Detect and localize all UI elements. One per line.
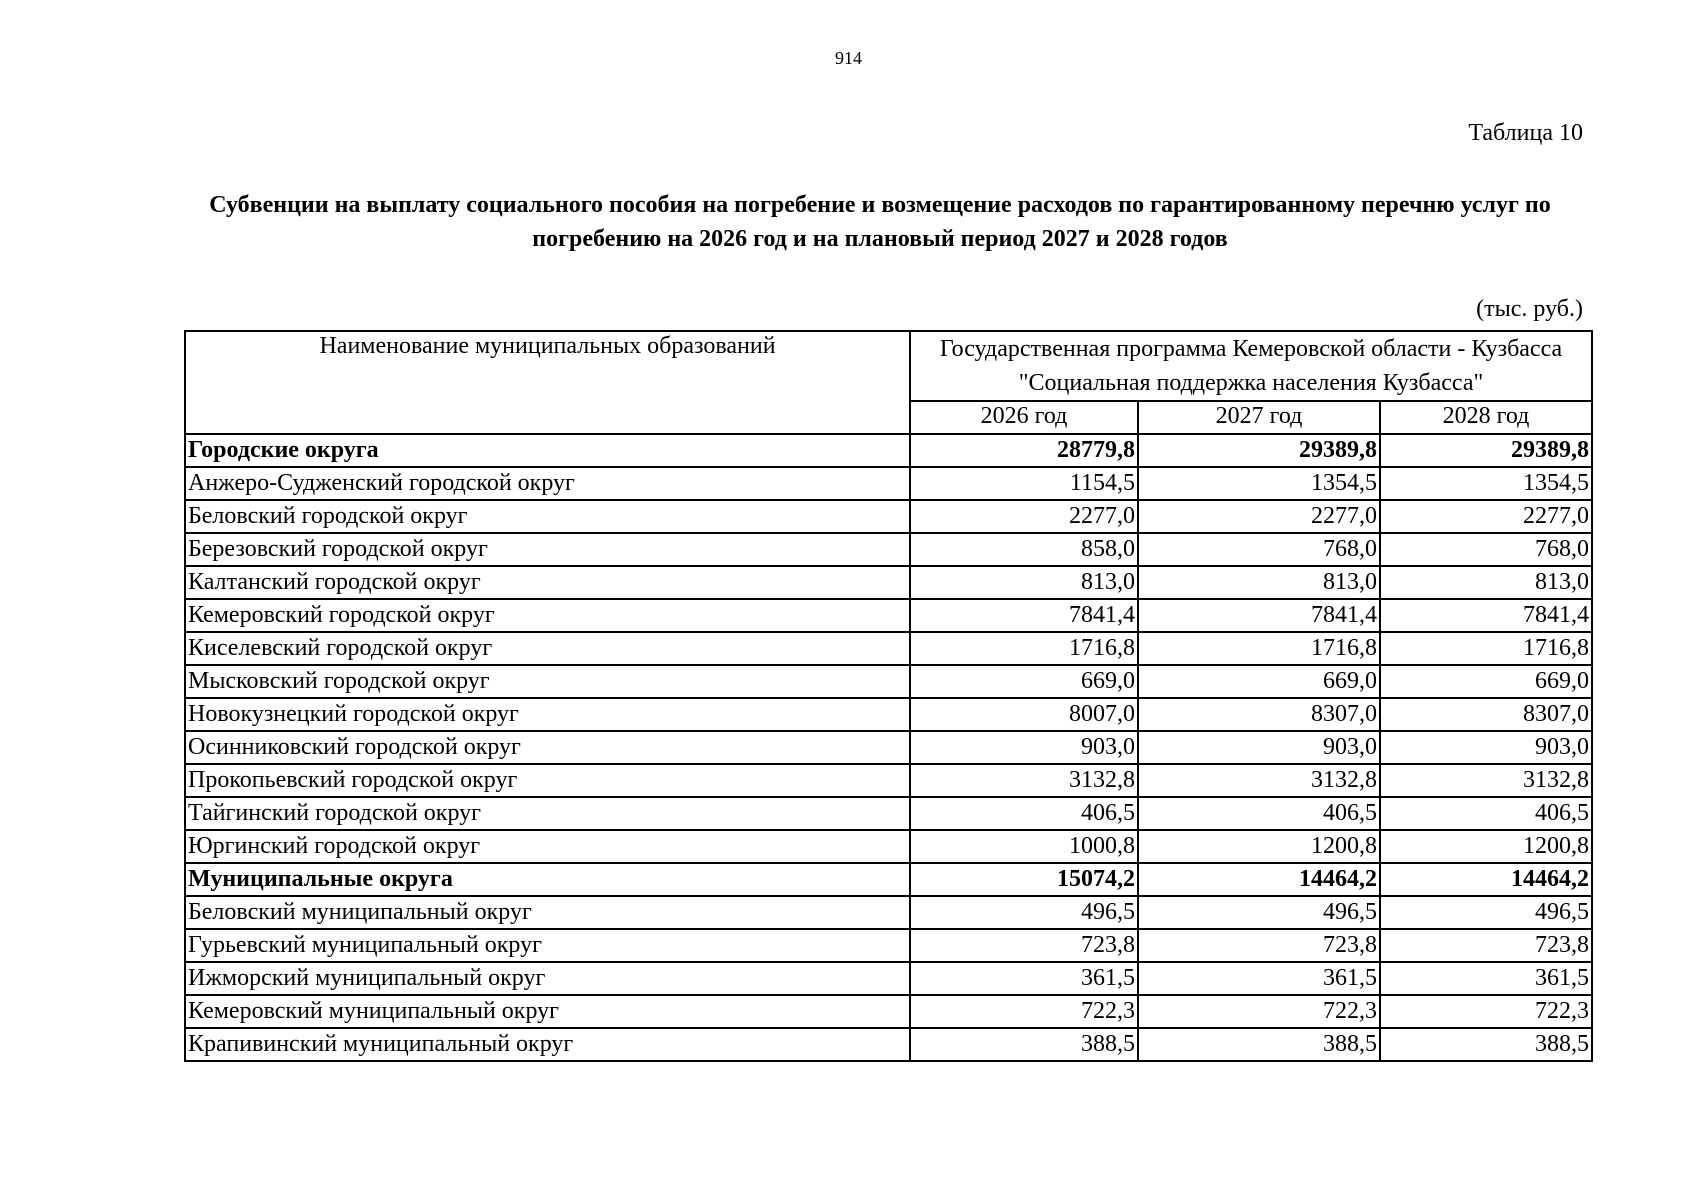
row-value-2028: 361,5 xyxy=(1380,962,1592,995)
row-name-cell: Ижморский муниципальный округ xyxy=(185,962,910,995)
row-name-cell: Юргинский городской округ xyxy=(185,830,910,863)
row-value-2026: 406,5 xyxy=(910,797,1138,830)
table-row xyxy=(185,731,1592,764)
row-value-2027: 813,0 xyxy=(1138,566,1380,599)
row-name-cell: Анжеро-Судженский городской округ xyxy=(185,467,910,500)
table-body xyxy=(185,434,1592,1061)
table-row xyxy=(185,797,1592,830)
row-name-cell: Кемеровский городской округ xyxy=(185,599,910,632)
row-value-2026: 361,5 xyxy=(910,962,1138,995)
row-name-cell: Новокузнецкий городской округ xyxy=(185,698,910,731)
row-value-2028: 8307,0 xyxy=(1380,698,1592,731)
row-name-cell: Киселевский городской округ xyxy=(185,632,910,665)
row-value-2028: 723,8 xyxy=(1380,929,1592,962)
table-label: Таблица 10 xyxy=(1468,120,1583,146)
column-header-2028: 2028 год xyxy=(1380,401,1592,434)
row-value-2028: 813,0 xyxy=(1380,566,1592,599)
row-name-cell: Прокопьевский городской округ xyxy=(185,764,910,797)
table-row xyxy=(185,830,1592,863)
row-value-2027: 406,5 xyxy=(1138,797,1380,830)
row-value-2027: 1354,5 xyxy=(1138,467,1380,500)
table-row xyxy=(185,896,1592,929)
row-value-2026: 388,5 xyxy=(910,1028,1138,1061)
row-name-cell: Гурьевский муниципальный округ xyxy=(185,929,910,962)
table-row xyxy=(185,764,1592,797)
row-value-2027: 7841,4 xyxy=(1138,599,1380,632)
row-value-2027: 2277,0 xyxy=(1138,500,1380,533)
row-value-2028: 388,5 xyxy=(1380,1028,1592,1061)
row-value-2027: 388,5 xyxy=(1138,1028,1380,1061)
table-row xyxy=(185,599,1592,632)
table-group-row xyxy=(185,863,1592,896)
row-value-2026: 28779,8 xyxy=(910,434,1138,467)
document-title: Субвенции на выплату социального пособия на погребение и возмещение расходов по гарантированному перечню услуг по погребению на 2026 год и на плановый период 2027 и 2028 годов xyxy=(209,192,1551,252)
row-value-2026: 7841,4 xyxy=(910,599,1138,632)
row-value-2028: 406,5 xyxy=(1380,797,1592,830)
row-value-2027: 768,0 xyxy=(1138,533,1380,566)
table-row xyxy=(185,665,1592,698)
row-value-2028: 496,5 xyxy=(1380,896,1592,929)
page-number: 914 xyxy=(835,48,862,68)
row-value-2027: 1716,8 xyxy=(1138,632,1380,665)
column-header-2027: 2027 год xyxy=(1138,401,1380,434)
row-value-2026: 1000,8 xyxy=(910,830,1138,863)
row-value-2026: 722,3 xyxy=(910,995,1138,1028)
row-value-2026: 496,5 xyxy=(910,896,1138,929)
subsidies-table xyxy=(184,330,1593,1062)
row-value-2028: 768,0 xyxy=(1380,533,1592,566)
row-value-2028: 1716,8 xyxy=(1380,632,1592,665)
row-value-2026: 8007,0 xyxy=(910,698,1138,731)
row-value-2028: 669,0 xyxy=(1380,665,1592,698)
row-value-2028: 1200,8 xyxy=(1380,830,1592,863)
row-value-2027: 3132,8 xyxy=(1138,764,1380,797)
row-name-cell: Мысковский городской округ xyxy=(185,665,910,698)
row-name-cell: Осинниковский городской округ xyxy=(185,731,910,764)
row-value-2026: 1716,8 xyxy=(910,632,1138,665)
column-header-name: Наименование муниципальных образований xyxy=(185,331,910,434)
row-name-cell: Калтанский городской округ xyxy=(185,566,910,599)
row-value-2028: 14464,2 xyxy=(1380,863,1592,896)
table-row xyxy=(185,1028,1592,1061)
row-value-2028: 29389,8 xyxy=(1380,434,1592,467)
row-value-2026: 903,0 xyxy=(910,731,1138,764)
row-value-2026: 858,0 xyxy=(910,533,1138,566)
row-value-2027: 8307,0 xyxy=(1138,698,1380,731)
units-label: (тыс. руб.) xyxy=(1476,296,1583,322)
row-name-cell: Муниципальные округа xyxy=(185,863,910,896)
row-value-2026: 723,8 xyxy=(910,929,1138,962)
row-value-2027: 723,8 xyxy=(1138,929,1380,962)
table-row xyxy=(185,995,1592,1028)
row-value-2026: 15074,2 xyxy=(910,863,1138,896)
row-value-2028: 2277,0 xyxy=(1380,500,1592,533)
row-value-2027: 1200,8 xyxy=(1138,830,1380,863)
table-row xyxy=(185,500,1592,533)
row-value-2028: 903,0 xyxy=(1380,731,1592,764)
table-row xyxy=(185,467,1592,500)
row-name-cell: Городские округа xyxy=(185,434,910,467)
row-value-2028: 722,3 xyxy=(1380,995,1592,1028)
column-header-program: Государственная программа Кемеровской области - Кузбасса "Социальная поддержка населения Кузбасса" xyxy=(910,331,1592,401)
table-row xyxy=(185,698,1592,731)
row-value-2028: 3132,8 xyxy=(1380,764,1592,797)
row-value-2026: 669,0 xyxy=(910,665,1138,698)
table-group-row xyxy=(185,434,1592,467)
row-value-2028: 1354,5 xyxy=(1380,467,1592,500)
table-row xyxy=(185,962,1592,995)
table-header-row xyxy=(185,331,1592,401)
row-value-2026: 1154,5 xyxy=(910,467,1138,500)
row-name-cell: Беловский муниципальный округ xyxy=(185,896,910,929)
table-row xyxy=(185,929,1592,962)
table-row xyxy=(185,566,1592,599)
row-value-2027: 722,3 xyxy=(1138,995,1380,1028)
row-name-cell: Тайгинский городской округ xyxy=(185,797,910,830)
row-value-2027: 29389,8 xyxy=(1138,434,1380,467)
row-value-2027: 14464,2 xyxy=(1138,863,1380,896)
row-value-2027: 669,0 xyxy=(1138,665,1380,698)
row-value-2027: 361,5 xyxy=(1138,962,1380,995)
table-row xyxy=(185,533,1592,566)
row-value-2028: 7841,4 xyxy=(1380,599,1592,632)
row-value-2026: 813,0 xyxy=(910,566,1138,599)
row-name-cell: Кемеровский муниципальный округ xyxy=(185,995,910,1028)
row-name-cell: Березовский городской округ xyxy=(185,533,910,566)
row-name-cell: Беловский городской округ xyxy=(185,500,910,533)
row-name-cell: Крапивинский муниципальный округ xyxy=(185,1028,910,1061)
row-value-2026: 2277,0 xyxy=(910,500,1138,533)
table-row xyxy=(185,632,1592,665)
column-header-2026: 2026 год xyxy=(910,401,1138,434)
row-value-2026: 3132,8 xyxy=(910,764,1138,797)
row-value-2027: 903,0 xyxy=(1138,731,1380,764)
row-value-2027: 496,5 xyxy=(1138,896,1380,929)
